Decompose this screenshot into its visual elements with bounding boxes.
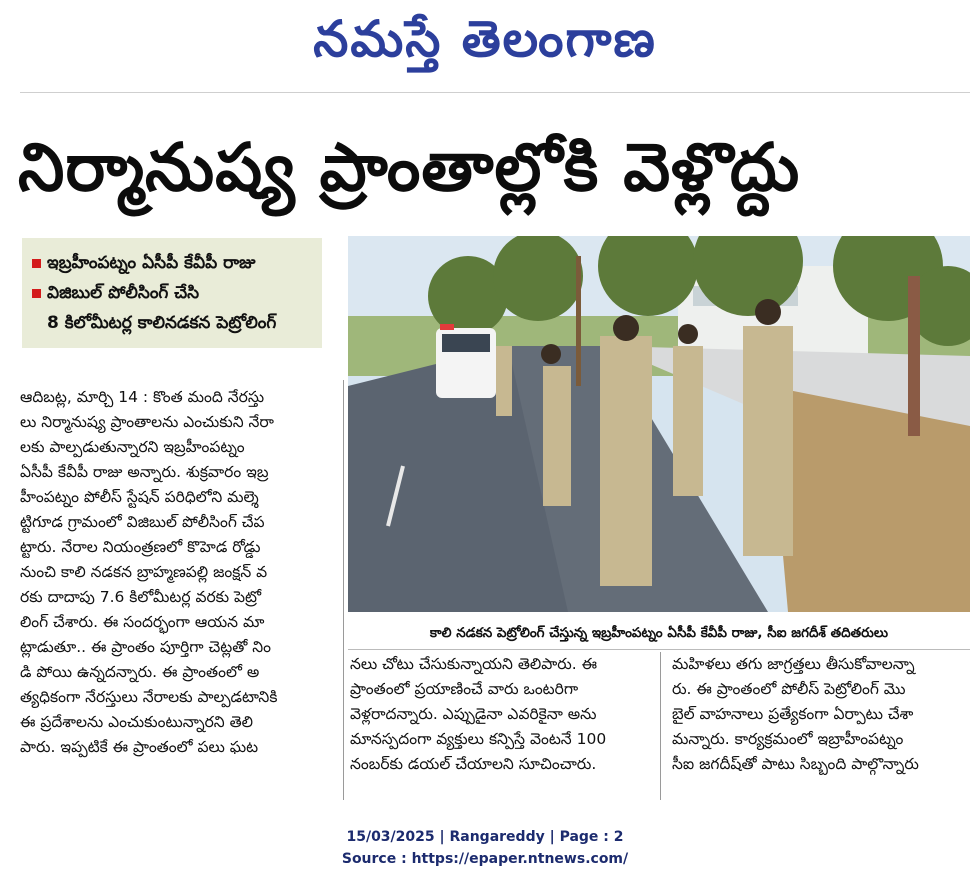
- article-line: ఈ ప్రదేశాలను ఎంచుకుంటున్నారని తెలి: [20, 713, 253, 731]
- article-line: రకు దాదాపు 7.6 కిలోమీటర్ల వరకు పెట్రో: [20, 588, 262, 606]
- photo-caption: కాలి నడకన పెట్రోలింగ్ చేస్తున్న ఇబ్రహీంపట్నం ఏసీపీ కేవీపీ రాజు, సీఐ జగదీశ్ తదితరులు: [348, 616, 970, 650]
- article-line: ఆదిబట్ల, మార్చి 14 : కొంత మంది నేరస్తు: [20, 388, 265, 406]
- news-photo: [348, 236, 970, 612]
- article-line: లకు పాల్పడుతున్నారని ఇబ్రహీంపట్నం: [20, 438, 245, 456]
- article-line: ప్రాంతంలో ప్రయాణించే వారు ఒంటరిగా: [350, 680, 579, 698]
- headline: నిర్మానుష్య ప్రాంతాల్లోకి వెళ్లొద్దు: [18, 129, 801, 206]
- bullet-icon: [32, 259, 41, 268]
- article-line: రు. ఈ ప్రాంతంలో పోలీస్ పెట్రోలింగ్ మొ: [672, 680, 906, 698]
- highlight-text: విజిబుల్ పోలీసింగ్ చేసి: [47, 283, 200, 303]
- masthead-logo: నమస్తే తెలంగాణ: [313, 9, 657, 68]
- article-line: సీఐ జగదీష్‌తో పాటు సిబ్బంది పాల్గొన్నారు: [672, 755, 919, 773]
- article-line: ట్టిగూడ గ్రామంలో విజిబుల్ పోలీసింగ్ చేప: [20, 513, 265, 531]
- police-patrol-photo: [348, 236, 970, 612]
- article-line: లు నిర్మానుష్య ప్రాంతాలను ఎంచుకుని నేరా: [20, 413, 274, 431]
- article-column-3: [672, 652, 970, 777]
- article-line: నంబర్‌కు డయల్ చేయాలని సూచించారు.: [350, 755, 597, 773]
- article-line: పారు. ఇప్పటికే ఈ ప్రాంతంలో పలు ఘట: [20, 738, 259, 756]
- column-divider: [660, 652, 661, 800]
- highlight-text: ఇబ్రహీంపట్నం ఏసీపీ కేవీపీ రాజు: [47, 253, 256, 273]
- article-line: డి పోయి ఉన్నదన్నారు. ఈ ప్రాంతంలో అ: [20, 663, 260, 681]
- article-line: లింగ్ చేశారు. ఈ సందర్భంగా ఆయన మా: [20, 613, 265, 631]
- article-column-1: [20, 385, 338, 760]
- highlight-text: 8 కిలోమీటర్ల కాలినడకన పెట్రోలింగ్: [47, 313, 277, 333]
- footer-date-edition: 15/03/2025 | Rangareddy | Page : 2: [346, 829, 624, 845]
- footer-source-link[interactable]: Source : https://epaper.ntnews.com/: [341, 851, 629, 867]
- footer: [0, 826, 970, 870]
- article-line: నలు చోటు చేసుకున్నాయని తెలిపారు. ఈ: [350, 655, 598, 673]
- highlights-box: [22, 238, 322, 348]
- bullet-icon: [32, 289, 41, 298]
- highlight-item: [32, 278, 314, 308]
- article-line: బైల్ వాహనాలు ప్రత్యేకంగా ఏర్పాటు చేశా: [672, 705, 914, 723]
- article-line: మహిళలు తగు జాగ్రత్తలు తీసుకోవాలన్నా: [672, 655, 915, 673]
- article-line: ట్టారు. నేరాల నియంత్రణలో కొహెడ రోడ్డు: [20, 538, 261, 556]
- article-line: వెళ్లరాదన్నారు. ఎప్పుడైనా ఎవరికైనా అను: [350, 705, 597, 723]
- article-line: ట్లాడుతూ.. ఈ ప్రాంతం పూర్తిగా చెట్లతో నిం: [20, 638, 272, 656]
- article-line: మానస్పదంగా వ్యక్తులు కన్పిస్తే వెంటనే 100: [350, 730, 607, 748]
- article-line: మన్నారు. కార్యక్రమంలో ఇబ్రాహీంపట్నం: [672, 730, 904, 748]
- highlight-item: [32, 308, 314, 338]
- article-column-2: [350, 652, 650, 777]
- highlight-item: [32, 248, 314, 278]
- article-line: ఏసీపీ కేవీపీ రాజు అన్నారు. శుక్రవారం ఇబ్ర: [20, 463, 269, 481]
- masthead-divider: [20, 92, 970, 93]
- column-divider: [343, 380, 344, 800]
- article-line: హీంపట్నం పోలీస్ స్టేషన్ పరిధిలోని మల్శె: [20, 488, 259, 506]
- article-line: నుంచి కాలి నడకన బ్రాహ్మణపల్లి జంక్షన్ వ: [20, 563, 268, 581]
- article-line: త్యధికంగా నేరస్తులు నేరాలకు పాల్పడటానికి: [20, 688, 278, 706]
